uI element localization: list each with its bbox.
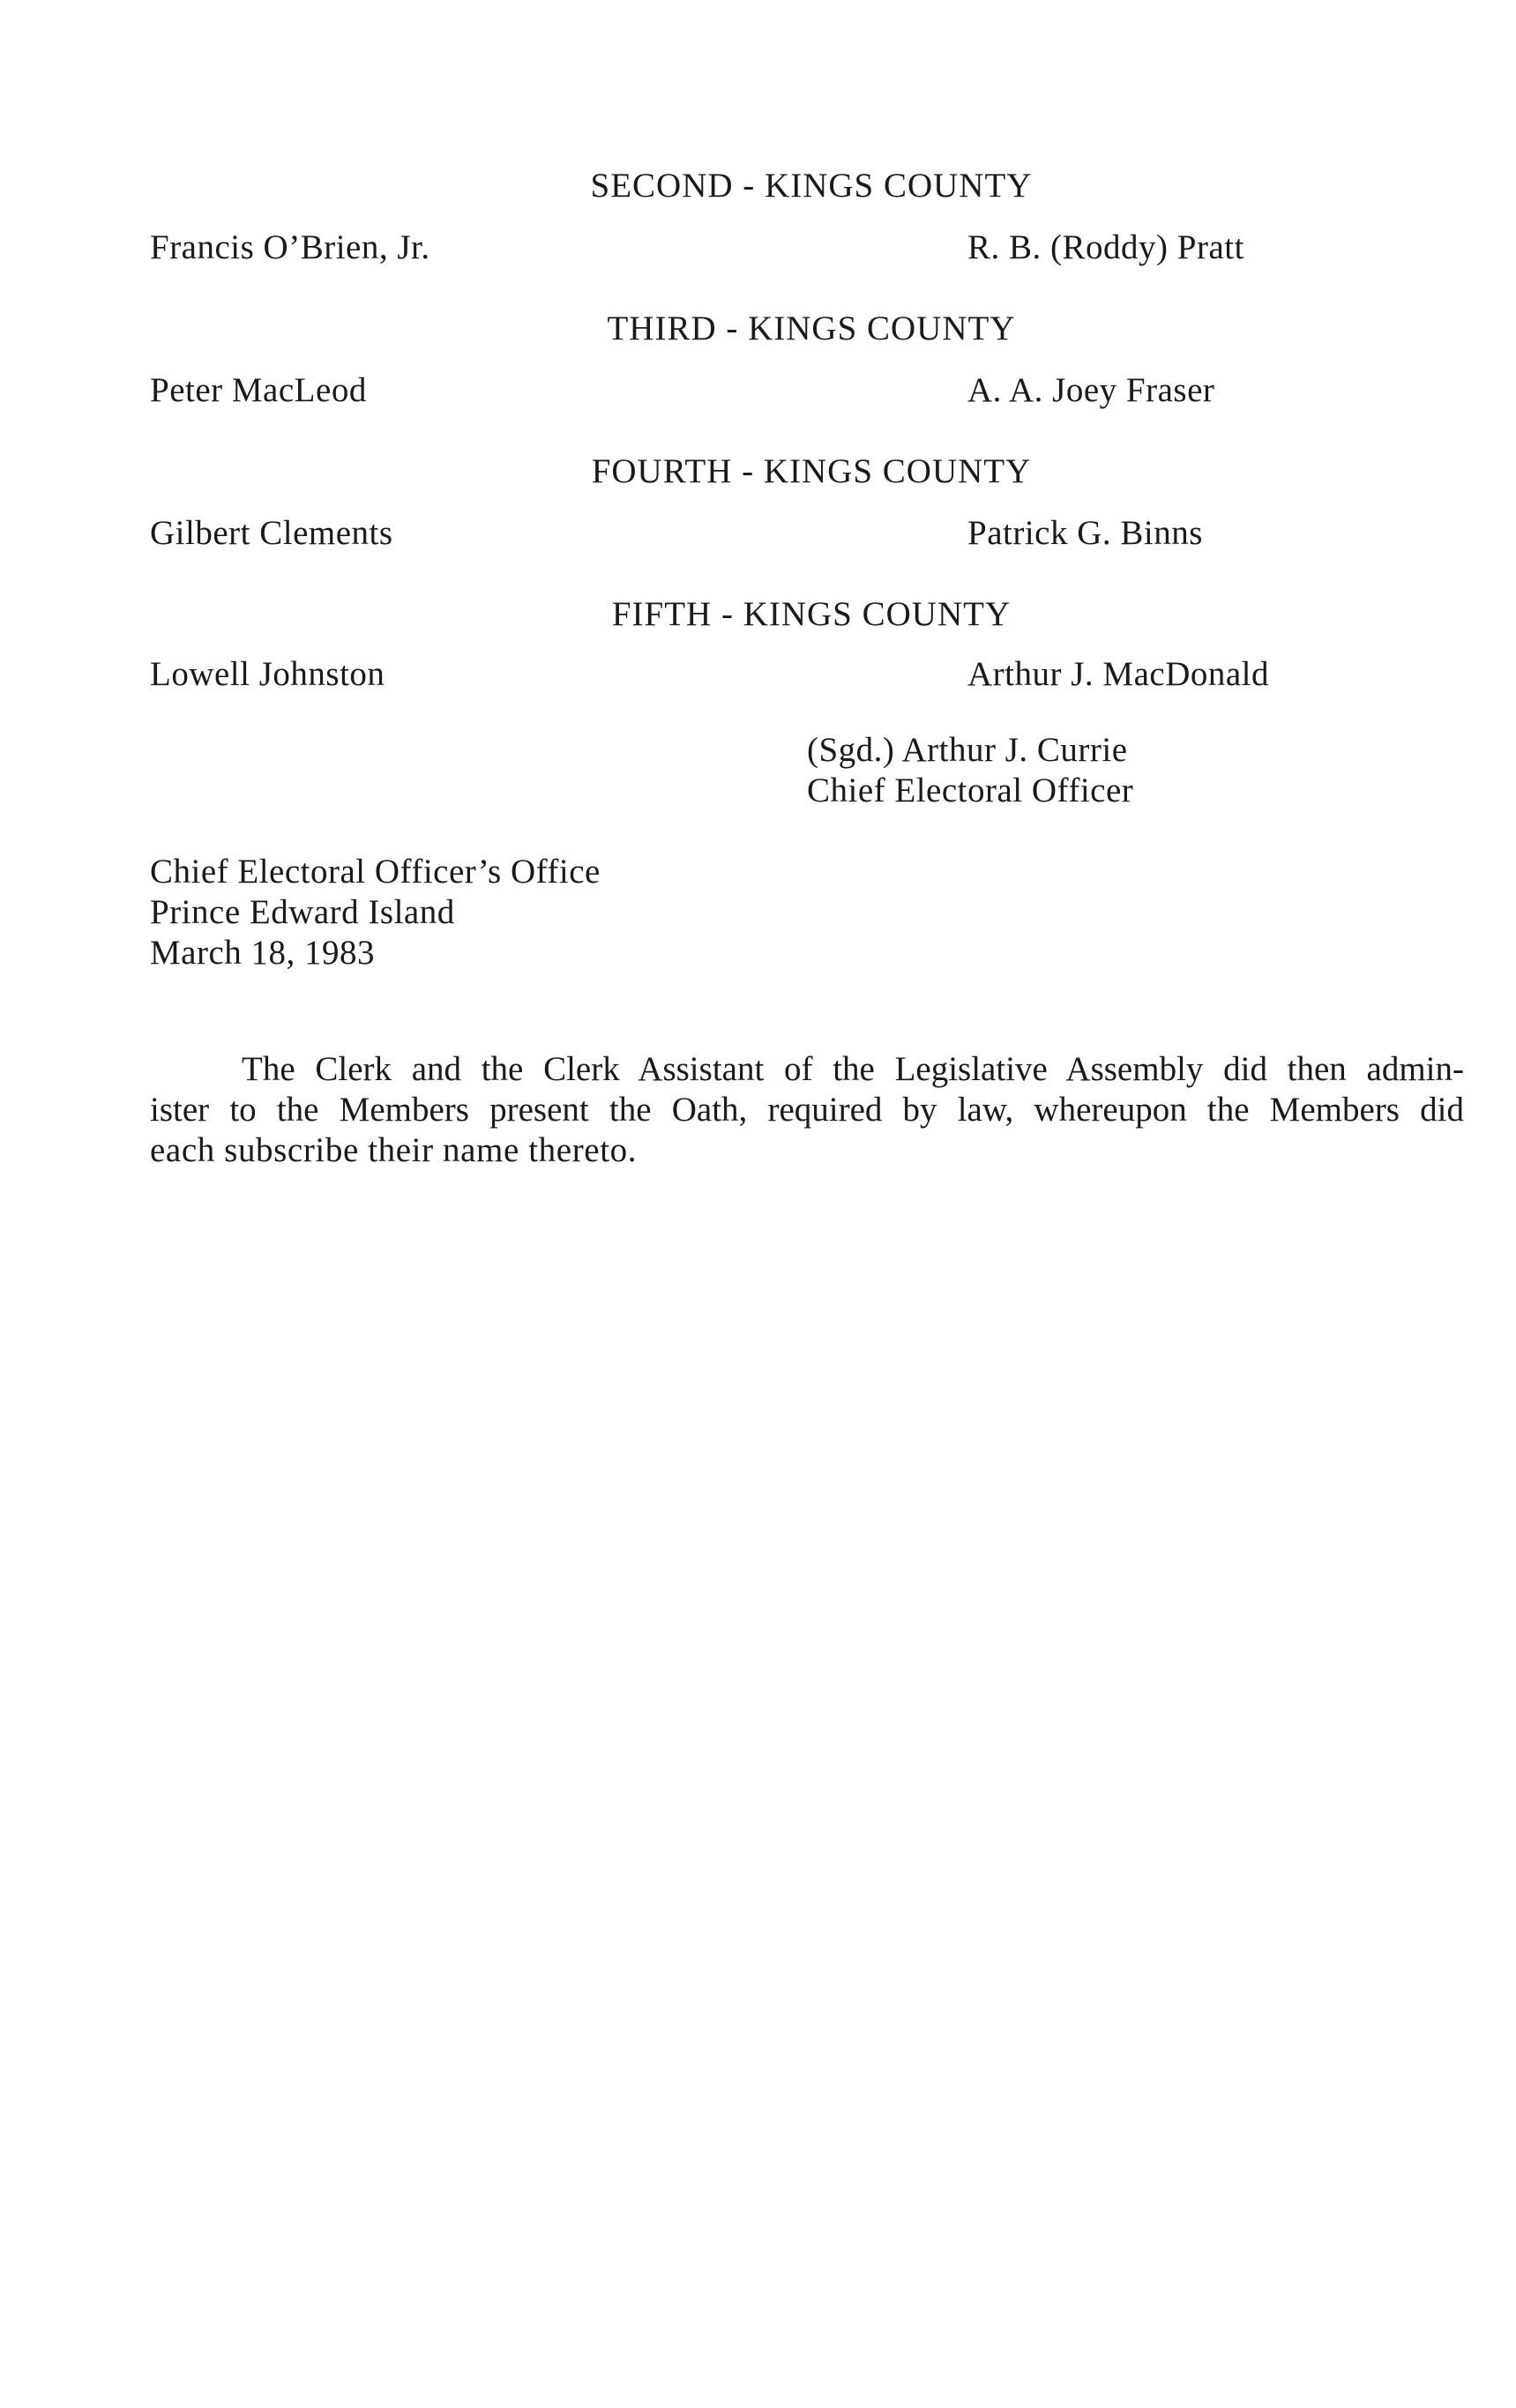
member-name-right: Patrick G. Binns bbox=[967, 514, 1203, 552]
oath-paragraph bbox=[150, 1049, 1464, 1171]
signature-title: Chief Electoral Officer bbox=[807, 772, 1134, 809]
member-name-left: Peter MacLeod bbox=[150, 371, 367, 409]
member-name-right: R. B. (Roddy) Pratt bbox=[967, 228, 1244, 266]
member-name-left: Gilbert Clements bbox=[150, 514, 393, 552]
member-name-right: A. A. Joey Fraser bbox=[967, 371, 1215, 409]
paragraph-line: each subscribe their name thereto. bbox=[150, 1131, 638, 1169]
member-name-right: Arthur J. MacDonald bbox=[967, 655, 1270, 693]
member-name-left: Francis O’Brien, Jr. bbox=[150, 228, 430, 266]
district-heading-fourth-kings: FOURTH - KINGS COUNTY bbox=[591, 452, 1032, 490]
office-province: Prince Edward Island bbox=[150, 893, 455, 931]
office-name: Chief Electoral Officer’s Office bbox=[150, 853, 601, 891]
paragraph-line: The Clerk and the Clerk Assistant of the Legislative Assembly did then admin- bbox=[242, 1050, 1464, 1088]
district-heading-third-kings: THIRD - KINGS COUNTY bbox=[607, 309, 1016, 347]
district-heading-fifth-kings: FIFTH - KINGS COUNTY bbox=[611, 595, 1012, 633]
office-date: March 18, 1983 bbox=[150, 934, 376, 972]
office-address-block bbox=[150, 852, 601, 973]
district-heading-second-kings: SECOND - KINGS COUNTY bbox=[590, 167, 1033, 205]
member-name-left: Lowell Johnston bbox=[150, 655, 385, 693]
signature-name: (Sgd.) Arthur J. Currie bbox=[807, 731, 1128, 769]
signature-block bbox=[807, 730, 1133, 811]
paragraph-line: ister to the Members present the Oath, required by law, whereupon the Members did bbox=[150, 1091, 1464, 1129]
